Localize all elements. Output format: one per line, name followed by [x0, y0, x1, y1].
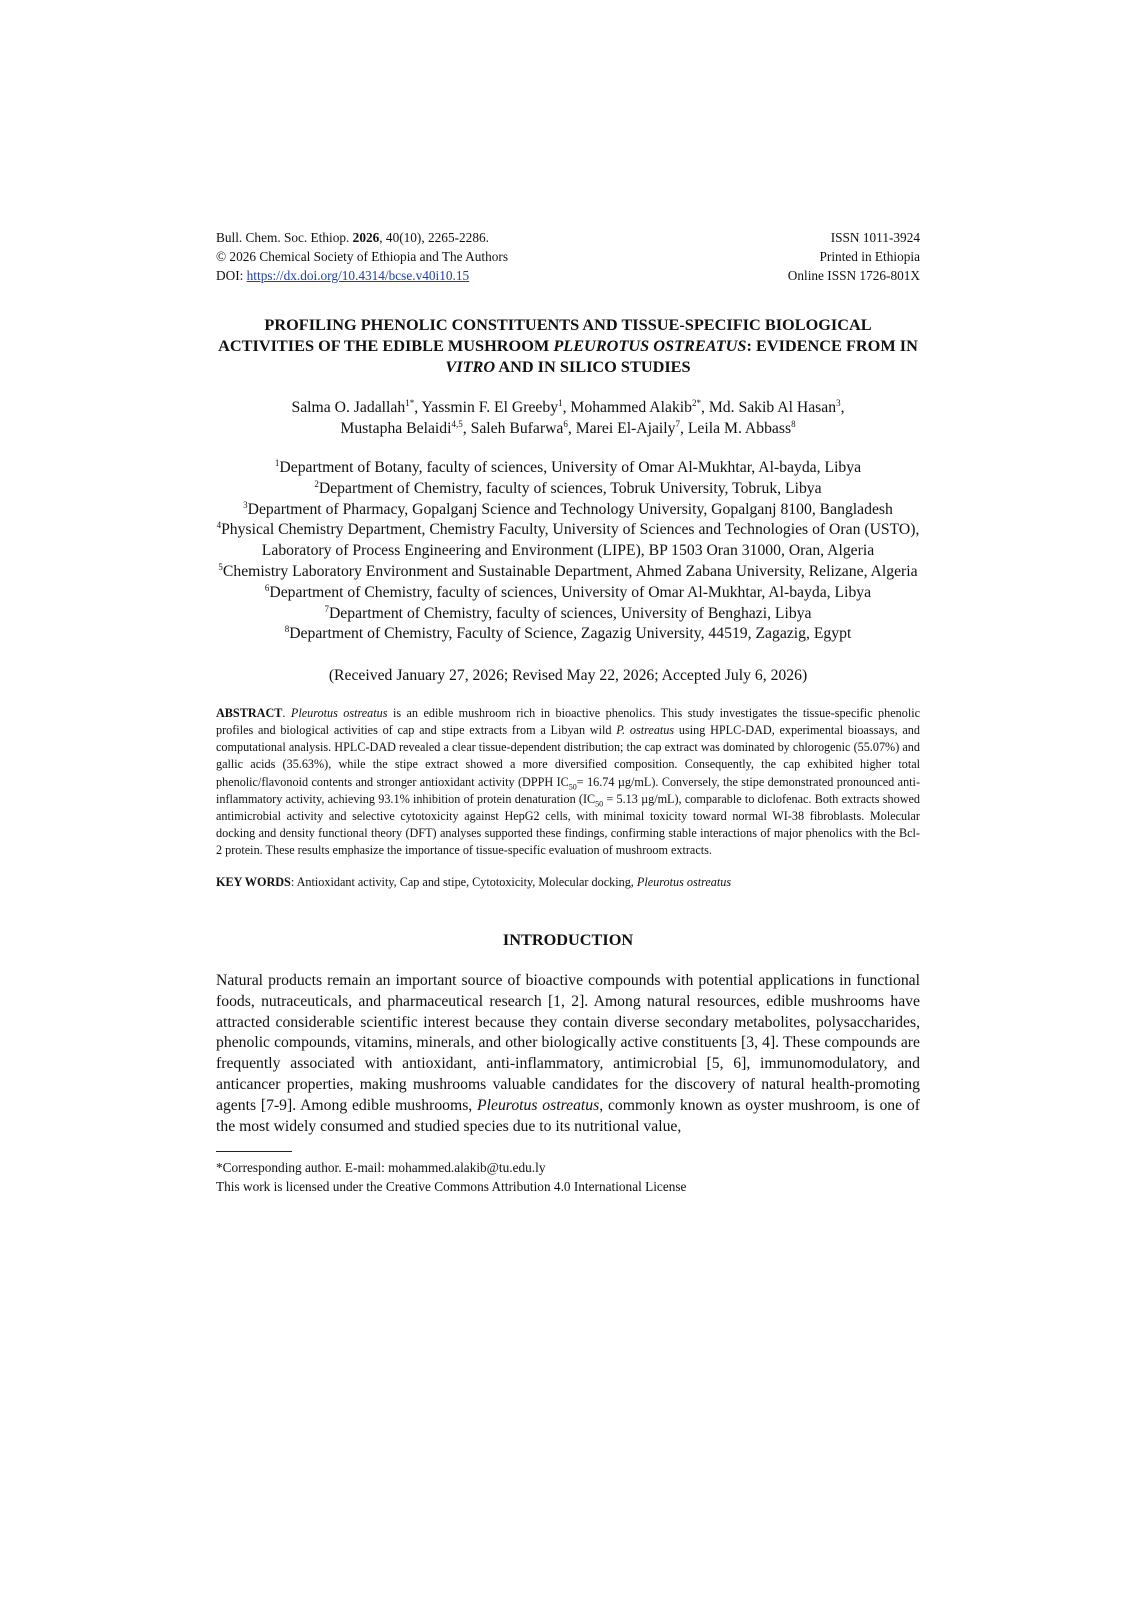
- keywords-label: KEY WORDS: [216, 875, 291, 890]
- author: [576, 420, 688, 437]
- author: [291, 399, 421, 416]
- author-separator: ,: [700, 399, 709, 416]
- paper-page: [216, 228, 920, 1196]
- keywords-text: : Antioxidant activity, Cap and stipe, Cytotoxicity, Molecular docking,: [290, 875, 637, 890]
- author-name: Saleh Bufarwa: [470, 420, 564, 437]
- affiliation: [216, 458, 920, 479]
- affiliation: [216, 583, 920, 604]
- author: [340, 420, 470, 437]
- author-name: Mustapha Belaidi: [340, 420, 452, 437]
- author-name: Yassmin F. El Greeby: [421, 399, 559, 416]
- abstract-label: ABSTRACT: [216, 706, 283, 721]
- title-part-2: : EVIDENCE FROM IN: [746, 336, 918, 355]
- author-name: Marei El-Ajaily: [575, 420, 676, 437]
- affiliation-number: 3: [243, 499, 248, 510]
- affiliation-text: Department of Chemistry, Faculty of Science, Zagazig University, 44519, Zagazig, Egypt: [289, 625, 852, 643]
- affiliation-text: Department of Pharmacy, Gopalganj Science and Technology University, Gopalganj 8100, Bangladesh: [247, 500, 893, 518]
- citation-block: [216, 228, 508, 285]
- abstract-text-2: using HPLC-DAD, experimental bioassays, and computational analysis. HPLC-DAD revealed a clear tissue-dependent distribution; the cap extract was dominated by chlorogenic (55.07%) and gallic acids (35.63%), while the stipe extract showed a more diversified composition. Consequently, the cap exhibited higher total phenolic/flavonoid contents and stronger antioxidant activity (DPPH IC: [216, 723, 920, 789]
- printed-in: Printed in Ethiopia: [819, 249, 920, 264]
- author-separator: ,: [462, 420, 471, 437]
- doi-link[interactable]: https://dx.doi.org/10.4314/bcse.v40i10.15: [246, 268, 470, 283]
- author-affiliation-marker: 8: [791, 418, 796, 429]
- doi-label: DOI:: [216, 268, 247, 283]
- author-affiliation-marker: 1*: [405, 397, 415, 408]
- affiliation: [216, 624, 920, 645]
- author-name: Leila M. Abbass: [687, 420, 792, 437]
- affiliation-text: Department of Chemistry, faculty of sciences, Tobruk University, Tobruk, Libya: [318, 479, 822, 497]
- doi-line: [216, 266, 508, 285]
- author-separator: ,: [414, 399, 422, 416]
- abstract-sub-2: 50: [595, 799, 604, 809]
- author-affiliation-marker: 4,5: [451, 418, 463, 429]
- author-name: Mohammed Alakib: [570, 399, 692, 416]
- affiliation-number: 7: [324, 603, 329, 614]
- affiliation-number: 1: [274, 457, 280, 468]
- affiliation-text: Department of Chemistry, faculty of sciences, University of Omar Al-Mukhtar, Al-bayda, Libya: [269, 583, 872, 601]
- issn-block: [788, 228, 920, 285]
- author: [471, 420, 576, 437]
- abstract-species: Pleurotus ostreatus: [290, 706, 388, 721]
- affiliation-number: 5: [218, 561, 223, 572]
- author-separator: ,: [680, 420, 688, 437]
- title-part-1: PROFILING PHENOLIC CONSTITUENTS AND TISSUE-SPECIFIC BIOLOGICAL ACTIVITIES OF THE EDIBLE MUSHROOM: [218, 315, 872, 355]
- citation-line: [216, 228, 508, 247]
- author-separator: ,: [562, 399, 571, 416]
- footnote-divider: [216, 1151, 292, 1152]
- corresponding-author-note: *Corresponding author. E-mail: mohammed.alakib@tu.edu.ly: [216, 1160, 546, 1176]
- affiliation: [216, 562, 920, 583]
- abstract: [216, 705, 920, 859]
- affiliation-text: Department of Chemistry, faculty of sciences, University of Benghazi, Libya: [328, 604, 812, 622]
- author: [709, 399, 845, 416]
- author-affiliation-marker: 2*: [691, 397, 701, 408]
- abstract-text-3: = 16.74 µg/mL). Conversely, the stipe demonstrated pronounced anti-inflammatory activity, achieving 93.1% inhibition of protein denaturation (IC: [216, 774, 921, 806]
- title-species: PLEUROTUS OSTREATUS: [553, 336, 747, 355]
- abstract-text-1: is an edible mushroom rich in bioactive phenolics. This study investigates the tissue-specific phenolic profiles and biological activities of cap and stipe extracts from a Libyan wild: [216, 706, 921, 738]
- affiliation: [216, 479, 920, 500]
- author: [570, 399, 708, 416]
- affiliation-number: 4: [216, 520, 222, 531]
- issn-print: ISSN 1011-3924: [830, 230, 920, 245]
- author-name: Salma O. Jadallah: [291, 399, 406, 416]
- title-vitro: VITRO: [445, 357, 496, 376]
- author: [421, 399, 570, 416]
- received-dates: (Received January 27, 2026; Revised May 22, 2026; Accepted July 6, 2026): [328, 667, 808, 685]
- affiliation-number: 6: [264, 582, 270, 593]
- journal-volume-pages: , 40(10), 2265-2286.: [379, 230, 489, 245]
- author-affiliation-marker: 1: [558, 397, 563, 408]
- author-separator: ,: [840, 399, 845, 416]
- issn-online: Online ISSN 1726-801X: [787, 268, 920, 283]
- affiliation: [216, 500, 920, 521]
- abstract-dot: .: [282, 706, 291, 721]
- affiliation: [216, 604, 920, 625]
- footnotes: [216, 1158, 920, 1196]
- intro-text-1: Natural products remain an important source of bioactive compounds with potential applications in functional foods, nutraceuticals, and pharmaceutical research [1, 2]. Among natural resources, edible mushrooms have attracted considerable scientific interest because they contain diverse secondary metabolites, polysaccharides, phenolic compounds, vitamins, minerals, and other biologically active constituents [3, 4]. These compounds are frequently associated with antioxidant, anti-inflammatory, antimicrobial [5, 6], immunomodulatory, and anticancer properties, making mushrooms valuable candidates for the discovery of natural health-promoting agents [7-9]. Among edible mushrooms,: [216, 972, 920, 1114]
- introduction-paragraph: [216, 971, 920, 1137]
- affiliation-number: 2: [314, 478, 319, 489]
- journal-header: [216, 228, 920, 285]
- affiliation-text: Chemistry Laboratory Environment and Sustainable Department, Ahmed Zabana University, Relizane, Algeria: [222, 562, 918, 580]
- paper-title: [216, 314, 920, 377]
- affiliation: [216, 520, 920, 562]
- keywords: [216, 874, 920, 891]
- affiliation-text: Physical Chemistry Department, Chemistry Faculty, University of Sciences and Technologies of Oran (USTO), Laboratory of Process Engineering and Environment (LIPE), BP 1503 Oran 31000, Oran, Algeria: [221, 521, 920, 560]
- affiliation-list: [216, 458, 920, 645]
- abstract-text-4: = 5.13 µg/mL), comparable to diclofenac. Both extracts showed antimicrobial activity and selective cytotoxicity against HepG2 cells, with minimal toxicity toward normal WI-38 fibroblasts. Molecular docking and density functional theory (DFT) analyses supported these findings, confirming stable interactions of major phenolics with the Bcl-2 protein. These results emphasize the importance of tissue-specific evaluation of mushroom extracts.: [216, 791, 921, 857]
- affiliation-text: Department of Botany, faculty of sciences, University of Omar Al-Mukhtar, Al-bayda, Libya: [279, 459, 862, 476]
- copyright-line: © 2026 Chemical Society of Ethiopia and The Authors: [216, 249, 508, 264]
- author-affiliation-marker: 3: [836, 397, 841, 408]
- author-list: [216, 397, 920, 439]
- title-part-3: AND IN SILICO STUDIES: [495, 357, 691, 376]
- journal-name: Bull. Chem. Soc. Ethiop.: [216, 230, 353, 245]
- author-affiliation-marker: 6: [563, 418, 568, 429]
- journal-year: 2026: [352, 230, 380, 245]
- introduction-heading: INTRODUCTION: [502, 930, 634, 950]
- abstract-species-short: P. ostreatus: [616, 723, 675, 738]
- keywords-species: Pleurotus ostreatus: [636, 875, 732, 890]
- abstract-sub-1: 50: [568, 781, 577, 791]
- affiliation-number: 8: [284, 624, 290, 635]
- author-affiliation-marker: 7: [675, 418, 680, 429]
- intro-text-2: , commonly known as oyster mushroom, is one of the most widely consumed and studied species due to its nutritional value,: [216, 1096, 920, 1135]
- author-separator: ,: [567, 420, 576, 437]
- author-name: Md. Sakib Al Hasan: [708, 399, 837, 416]
- intro-species: Pleurotus ostreatus: [477, 1096, 600, 1114]
- author: [688, 420, 796, 437]
- license-note: This work is licensed under the Creative Commons Attribution 4.0 International License: [216, 1179, 687, 1195]
